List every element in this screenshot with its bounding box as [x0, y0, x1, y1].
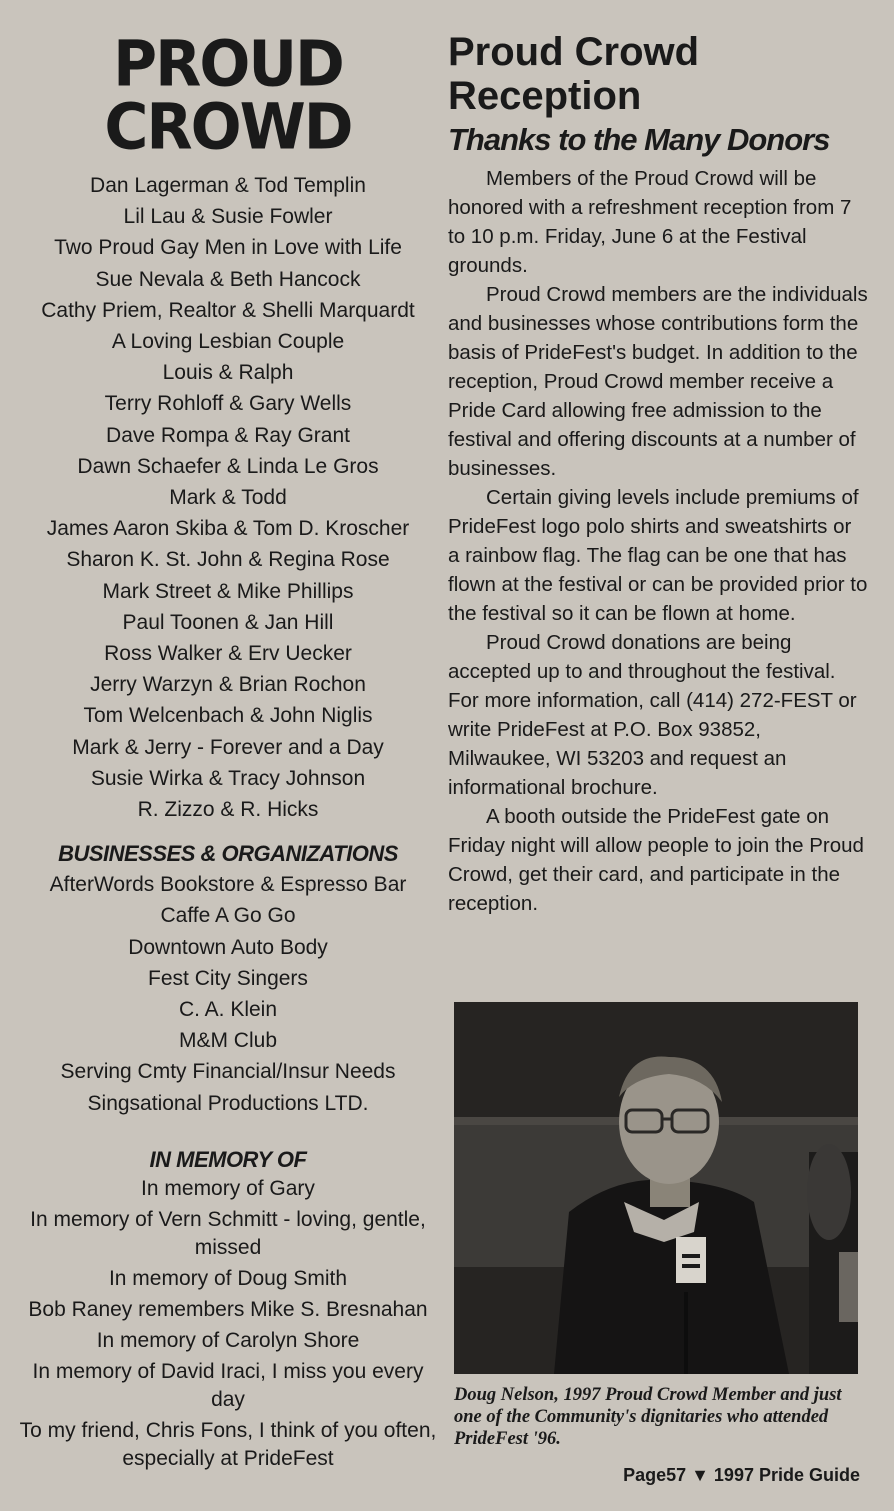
article-paragraph: Certain giving levels include premiums of PrideFest logo polo shirts and sweatshirts or a rainbow flag. The flag can be one that has flown at the festival or can be provided prior to the festival so it can be flown at home. [448, 486, 868, 625]
donor-item: Jerry Warzyn & Brian Rochon [90, 673, 366, 697]
memory-item: In memory of Gary [141, 1176, 315, 1200]
donor-item: Sue Nevala & Beth Hancock [95, 267, 361, 291]
donor-column [18, 27, 438, 1476]
donor-item: Two Proud Gay Men in Love with Life [54, 236, 402, 260]
masthead-title: PROUD CROWD [104, 27, 352, 165]
donor-item: A Loving Lesbian Couple [111, 330, 345, 354]
business-item: Serving Cmty Financial/Insur Needs [60, 1060, 396, 1084]
donor-item: Dawn Schaefer & Linda Le Gros [77, 454, 379, 478]
donor-item: Paul Toonen & Jan Hill [122, 610, 334, 634]
article-paragraph: Proud Crowd members are the individuals and businesses whose contributions form the basis of PrideFest's budget. In addition to the reception, Proud Crowd member receive a Pride Card allowing free admission to the festival and offering discounts at a number of businesses. [448, 283, 868, 480]
article-paragraph: A booth outside the PrideFest gate on Friday night will allow people to join the Proud Crowd, get their card, and participate in the reception. [448, 805, 864, 915]
article-subhead: Thanks to the Many Donors [448, 122, 830, 157]
donor-item: James Aaron Skiba & Tom D. Kroscher [46, 517, 410, 541]
page-footer: Page57 ▼ 1997 Pride Guide [623, 1465, 860, 1485]
photo-caption: Doug Nelson, 1997 Proud Crowd Member and just one of the Community's dignitaries who attended PrideFest '96. [454, 1385, 842, 1449]
memory-item: In memory of Doug Smith [108, 1266, 348, 1290]
donor-item: Terry Rohloff & Gary Wells [104, 392, 352, 416]
article-body [448, 164, 868, 918]
donor-item: Louis & Ralph [162, 361, 294, 385]
donor-list [18, 170, 438, 825]
business-item: Singsational Productions LTD. [87, 1091, 369, 1115]
memory-heading: IN MEMORY OF [149, 1146, 307, 1172]
donor-item: Cathy Priem, Realtor & Shelli Marquardt [41, 298, 415, 322]
business-item: C. A. Klein [178, 998, 278, 1022]
business-item: M&M Club [178, 1029, 278, 1053]
article-headline: Proud Crowd Reception [448, 30, 700, 118]
memory-item: To my friend, Chris Fons, I think of you often, especially at PrideFest [19, 1418, 437, 1470]
donor-item: Ross Walker & Erv Uecker [104, 642, 352, 666]
business-item: AfterWords Bookstore & Espresso Bar [49, 873, 407, 897]
donor-item: Tom Welcenbach & John Niglis [83, 704, 373, 728]
donor-item: Dave Rompa & Ray Grant [106, 423, 350, 447]
memory-item: In memory of David Iraci, I miss you every day [32, 1359, 424, 1411]
article-column [448, 30, 868, 918]
donor-item: Lil Lau & Susie Fowler [123, 205, 333, 229]
article-paragraph: Proud Crowd donations are being accepted up to and throughout the festival. For more information, call (414) 272-FEST or write PrideFest at P.O. Box 93852, Milwaukee, WI 53203 and request an informational brochure. [448, 631, 857, 799]
businesses-heading: BUSINESSES & ORGANIZATIONS [58, 841, 398, 867]
business-list [18, 869, 438, 1119]
portrait-photo [454, 1002, 858, 1374]
memory-item: In memory of Carolyn Shore [96, 1328, 360, 1352]
article-paragraph: Members of the Proud Crowd will be honored with a refreshment reception from 7 to 10 p.m. Friday, June 6 at the Festival grounds. [448, 167, 852, 277]
business-item: Fest City Singers [148, 966, 308, 990]
memory-item: Bob Raney remembers Mike S. Bresnahan [28, 1297, 428, 1321]
donor-item: Dan Lagerman & Tod Templin [90, 174, 366, 197]
donor-item: Mark & Jerry - Forever and a Day [72, 735, 384, 759]
donor-item: Susie Wirka & Tracy Johnson [90, 766, 366, 790]
donor-item: R. Zizzo & R. Hicks [137, 798, 319, 822]
business-item: Downtown Auto Body [128, 935, 328, 959]
donor-item: Mark Street & Mike Phillips [102, 579, 354, 603]
business-item: Caffe A Go Go [160, 904, 296, 928]
donor-item: Mark & Todd [169, 486, 287, 510]
memory-item: In memory of Vern Schmitt - loving, gentle, missed [30, 1207, 426, 1259]
portrait-illustration [454, 1002, 858, 1374]
memory-list [18, 1175, 438, 1473]
donor-item: Sharon K. St. John & Regina Rose [66, 548, 390, 572]
